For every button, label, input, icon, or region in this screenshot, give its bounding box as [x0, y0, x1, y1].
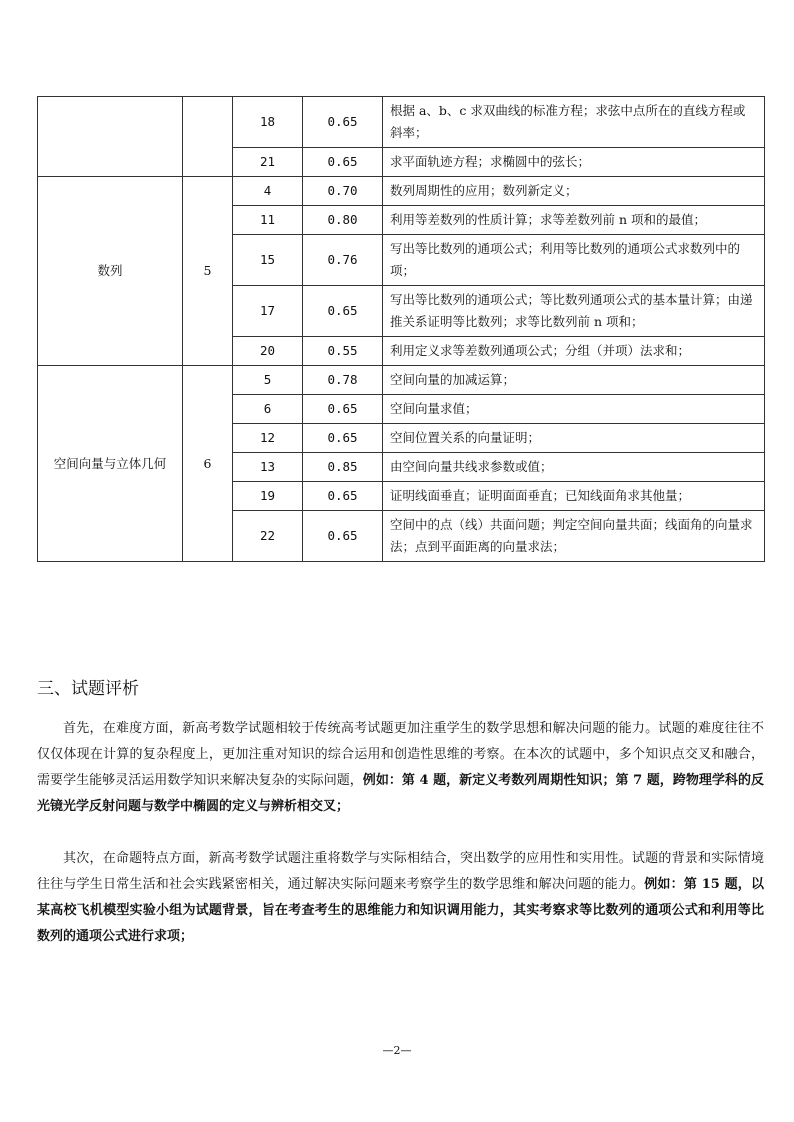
question-number: 18: [233, 97, 303, 148]
difficulty-value: 0.65: [303, 97, 383, 148]
topic-cell: 空间向量与立体几何: [38, 366, 183, 562]
question-number: 21: [233, 148, 303, 177]
topic-cell: 数列: [38, 177, 183, 366]
knowledge-description: 利用定义求等差数列通项公式；分组（并项）法求和；: [383, 337, 765, 366]
difficulty-value: 0.65: [303, 424, 383, 453]
knowledge-description: 求平面轨迹方程；求椭圆中的弦长；: [383, 148, 765, 177]
difficulty-value: 0.78: [303, 366, 383, 395]
question-number: 4: [233, 177, 303, 206]
page-number: —2—: [382, 1044, 412, 1057]
topic-cell: [38, 97, 183, 177]
paragraph-text: 其次，在命题特点方面，新高考数学试题注重将数学与实际相结合，突出数学的应用性和实用性。试题的背景和实际情境往往与学生日常生活和社会实践紧密相关，通过解决实际问题来考察学生的数学思维和解决问题的能力。: [37, 851, 764, 892]
table-row: [38, 177, 765, 206]
knowledge-description: 利用等差数列的性质计算；求等差数列前 n 项和的最值；: [383, 206, 765, 235]
knowledge-description: 数列周期性的应用；数列新定义；: [383, 177, 765, 206]
question-number: 17: [233, 286, 303, 337]
table-row: [38, 366, 765, 395]
table-row: [38, 97, 765, 148]
knowledge-description: 根据 a、b、c 求双曲线的标准方程；求弦中点所在的直线方程或斜率；: [383, 97, 765, 148]
knowledge-description: 空间向量的加减运算；: [383, 366, 765, 395]
count-cell: [183, 97, 233, 177]
question-number: 11: [233, 206, 303, 235]
knowledge-table: [37, 96, 765, 562]
count-cell: 5: [183, 177, 233, 366]
difficulty-value: 0.55: [303, 337, 383, 366]
question-number: 15: [233, 235, 303, 286]
difficulty-value: 0.70: [303, 177, 383, 206]
knowledge-description: 空间位置关系的向量证明；: [383, 424, 765, 453]
difficulty-value: 0.80: [303, 206, 383, 235]
paragraph-example: 例如：第 15 题，以某高校飞机模型实验小组为试题背景，旨在考查考生的思维能力和知识调用能力，其实考察求等比数列的通项公式和利用等比数列的通项公式进行求项；: [37, 877, 764, 944]
count-cell: 6: [183, 366, 233, 562]
question-number: 19: [233, 482, 303, 511]
difficulty-value: 0.65: [303, 148, 383, 177]
paragraph-difficulty: [37, 716, 764, 820]
knowledge-description: 空间向量求值；: [383, 395, 765, 424]
question-number: 20: [233, 337, 303, 366]
difficulty-value: 0.76: [303, 235, 383, 286]
question-number: 12: [233, 424, 303, 453]
knowledge-description: 写出等比数列的通项公式；利用等比数列的通项公式求数列中的项；: [383, 235, 765, 286]
knowledge-description: 空间中的点（线）共面问题；判定空间向量共面；线面角的向量求法；点到平面距离的向量求法；: [383, 511, 765, 562]
difficulty-value: 0.65: [303, 395, 383, 424]
question-number: 6: [233, 395, 303, 424]
difficulty-value: 0.65: [303, 286, 383, 337]
knowledge-description: 证明线面垂直；证明面面垂直；已知线面角求其他量；: [383, 482, 765, 511]
question-number: 5: [233, 366, 303, 395]
difficulty-value: 0.65: [303, 482, 383, 511]
difficulty-value: 0.85: [303, 453, 383, 482]
question-number: 22: [233, 511, 303, 562]
difficulty-value: 0.65: [303, 511, 383, 562]
section-title: 三、试题评析: [37, 679, 139, 699]
paragraph-example: 例如：第 4 题，新定义考数列周期性知识；第 7 题，跨物理学科的反光镜光学反射问题与数学中椭圆的定义与辨析相交叉；: [37, 773, 764, 814]
paragraph-text: 首先，在难度方面，新高考数学试题相较于传统高考试题更加注重学生的数学思想和解决问题的能力。试题的难度往往不仅仅体现在计算的复杂程度上，更加注重对知识的综合运用和创造性思维的考察。在本次的试题中，多个知识点交叉和融合，需要学生能够灵活运用数学知识来解决复杂的实际问题，: [37, 721, 764, 788]
knowledge-description: 写出等比数列的通项公式；等比数列通项公式的基本量计算；由递推关系证明等比数列；求等比数列前 n 项和；: [383, 286, 765, 337]
knowledge-description: 由空间向量共线求参数或值；: [383, 453, 765, 482]
paragraph-characteristics: [37, 846, 764, 950]
question-number: 13: [233, 453, 303, 482]
